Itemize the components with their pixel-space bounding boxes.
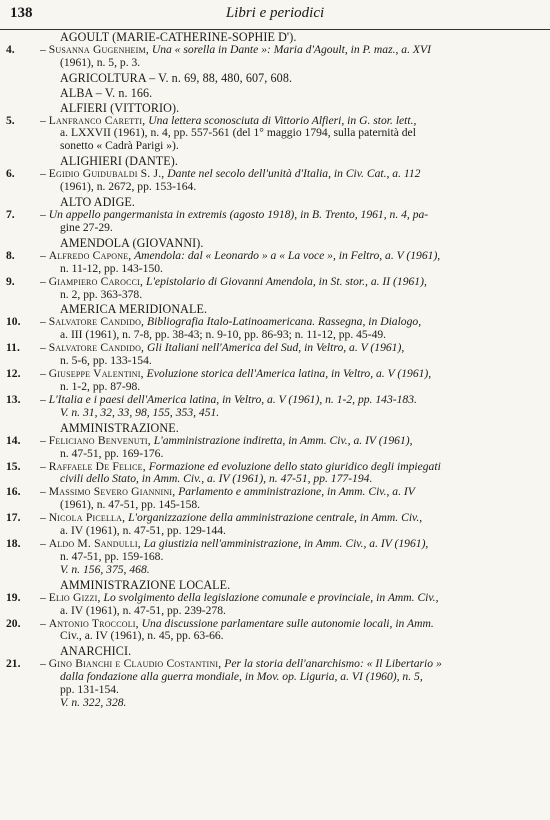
bibliography-entry xyxy=(0,486,550,512)
entry-number: 5. xyxy=(6,113,15,127)
author-name: Antonio Troccoli, xyxy=(48,616,139,630)
bibliography-entry xyxy=(0,592,550,618)
entry-text: – xyxy=(40,113,49,127)
entry-line xyxy=(0,57,550,70)
author-name: Elio Gizzi, xyxy=(48,590,101,604)
author-name: Egidio Guidubaldi S. J., xyxy=(48,167,165,181)
entry-number: 14. xyxy=(6,433,21,447)
entry-line xyxy=(0,222,550,235)
entry-number: 21. xyxy=(6,657,21,671)
entry-text: n. 47-51, pp. 159-168. xyxy=(60,549,164,563)
title-text: L'Italia e i paesi dell'America latina, in Veltro, a. V (1961), n. 1-2, pp. 143-183. xyxy=(48,392,417,406)
bibliography-entry xyxy=(0,115,550,154)
entry-text: – xyxy=(40,42,49,56)
entry-text: a. LXXVII (1961), n. 4, pp. 557-561 (del 1° maggio 1794, sulla paternità del xyxy=(60,126,416,140)
entry-number: 12. xyxy=(6,367,21,381)
entry-text: pp. 131-154. xyxy=(60,683,119,697)
entry-text: Civ., a. IV (1961), n. 45, pp. 63-66. xyxy=(60,629,224,643)
bibliography-entry xyxy=(0,394,550,420)
entry-number: 18. xyxy=(6,537,21,551)
page-number: 138 xyxy=(10,5,33,21)
title-text: dalla fondazione alla guerra mondiale, in Mov. op. Liguria, a. VI (1960), n. 5, xyxy=(60,670,423,684)
running-title: Libri e periodici xyxy=(225,5,325,21)
entry-text: – xyxy=(40,511,49,525)
entry-number: 15. xyxy=(6,459,21,473)
title-text: Dante nel secolo dell'unità d'Italia, in Civ. Cat., a. 112 xyxy=(164,167,421,181)
subject-heading: ANARCHICI. xyxy=(60,644,132,659)
subject-heading: AMERICA MERIDIONALE. xyxy=(60,302,208,317)
bibliography-entry xyxy=(0,461,550,487)
author-name: Salvatore Candido, xyxy=(48,315,145,329)
entry-text: – xyxy=(40,459,49,473)
entry-text: – xyxy=(40,248,49,262)
bibliography-entry xyxy=(0,342,550,368)
bibliography-entry xyxy=(0,658,550,710)
bibliography-list xyxy=(0,31,550,710)
entry-text: – xyxy=(40,616,49,630)
entry-text: sonetto « Cadrà Parigi »). xyxy=(60,139,179,153)
entry-text: – xyxy=(40,392,49,406)
title-text: V. n. 322, 328. xyxy=(60,696,127,710)
subject-heading: AGRICOLTURA – V. n. 69, 88, 480, 607, 608. xyxy=(60,70,293,85)
entry-line xyxy=(0,630,550,643)
entry-text: (1961), n. 5, p. 3. xyxy=(60,55,141,69)
entry-text: – xyxy=(40,367,49,381)
subject-heading: ALIGHIERI (DANTE). xyxy=(60,154,179,169)
author-name: Lanfranco Caretti, xyxy=(48,113,146,127)
subject-heading: AMENDOLA (GIOVANNI). xyxy=(60,235,204,250)
title-text: Una « sorella in Dante »: Maria d'Agoult, in P. maz., a. XVI xyxy=(148,42,431,56)
entry-text: – xyxy=(40,433,49,447)
entry-number: 11. xyxy=(6,341,20,355)
title-text: V. n. 156, 375, 468. xyxy=(60,562,150,576)
title-text: Bibliografia Italo-Latinoamericana. Rassegna, in Dialogo, xyxy=(144,315,422,329)
entry-text: – xyxy=(40,590,49,604)
title-text: V. n. 31, 32, 33, 98, 155, 353, 451. xyxy=(60,405,220,419)
author-name: Alfredo Capone, xyxy=(48,248,132,262)
entry-text: – xyxy=(40,341,49,355)
title-text: L'organizzazione della amministrazione centrale, in Amm. Civ., xyxy=(125,511,423,525)
title-text: L'epistolario di Giovanni Amendola, in St. stor., a. II (1961), xyxy=(143,274,427,288)
entry-line xyxy=(0,289,550,302)
running-header xyxy=(0,0,550,30)
bibliography-entry xyxy=(0,435,550,461)
title-text: Gli Italiani nell'America del Sud, in Veltro, a. V (1961), xyxy=(144,341,405,355)
author-name: Susanna Gugenheim, xyxy=(48,42,149,56)
title-text: Formazione ed evoluzione dello stato giuridico degli impiegati xyxy=(145,459,441,473)
entry-number: 17. xyxy=(6,511,21,525)
entry-text: a. IV (1961), n. 47-51, pp. 129-144. xyxy=(60,524,226,538)
bibliography-entry xyxy=(0,209,550,235)
author-name: Aldo M. Sandulli, xyxy=(48,537,141,551)
author-name: Gino Bianchi e Claudio Costantini, xyxy=(48,657,222,671)
entry-text: n. 11-12, pp. 143-150. xyxy=(60,261,163,275)
entry-number: 4. xyxy=(6,42,15,56)
title-text: L'amministrazione indiretta, in Amm. Civ., a. IV (1961), xyxy=(150,433,413,447)
title-text: Una discussione parlamentare sulle autonomie locali, in Amm. xyxy=(138,616,434,630)
entry-number: 16. xyxy=(6,485,21,499)
entry-text: n. 1-2, pp. 87-98. xyxy=(60,379,141,393)
entry-text: a. III (1961), n. 7-8, pp. 38-43; n. 9-10, pp. 86-93; n. 11-12, pp. 45-49. xyxy=(60,328,387,342)
title-text: Parlamento e amministrazione, in Amm. Civ., a. IV xyxy=(175,485,415,499)
subject-heading: AMMINISTRAZIONE LOCALE. xyxy=(60,577,231,592)
entry-text: n. 5-6, pp. 133-154. xyxy=(60,354,152,368)
entry-line xyxy=(0,697,550,710)
bibliography-entry xyxy=(0,168,550,194)
entry-line xyxy=(0,564,550,577)
entry-number: 10. xyxy=(6,315,21,329)
entry-number: 19. xyxy=(6,590,21,604)
entry-text: (1961), n. 47-51, pp. 145-158. xyxy=(60,498,201,512)
author-name: Giuseppe Valentini, xyxy=(48,367,144,381)
entry-number: 20. xyxy=(6,616,21,630)
entry-line xyxy=(0,407,550,420)
bibliography-entry xyxy=(0,316,550,342)
author-name: Raffaele De Felice, xyxy=(48,459,146,473)
bibliography-entry xyxy=(0,250,550,276)
bibliography-entry xyxy=(0,276,550,302)
author-name: Salvatore Candido, xyxy=(48,341,145,355)
entry-number: 8. xyxy=(6,248,15,262)
entry-text: a. IV (1961), n. 47-51, pp. 239-278. xyxy=(60,603,226,617)
title-text: Evoluzione storica dell'America latina, in Veltro, a. V (1961), xyxy=(143,367,432,381)
subject-heading: ALBA – V. n. 166. xyxy=(60,85,153,100)
title-text: Amendola: dal « Leonardo » a « La voce », in Feltro, a. V (1961), xyxy=(131,248,441,262)
bibliography-entry xyxy=(0,44,550,70)
entry-text: – xyxy=(40,657,49,671)
entry-line xyxy=(0,181,550,194)
entry-text: (1961), n. 2672, pp. 153-164. xyxy=(60,180,197,194)
entry-text: n. 47-51, pp. 169-176. xyxy=(60,446,164,460)
entry-number: 6. xyxy=(6,167,15,181)
subject-heading: AMMINISTRAZIONE. xyxy=(60,420,179,435)
title-text: Per la storia dell'anarchismo: « Il Libertario » xyxy=(221,657,442,671)
title-text: Lo svolgimento della legislazione comunale e provinciale, in Amm. Civ., xyxy=(100,590,439,604)
entry-line xyxy=(0,140,550,153)
entry-text: n. 2, pp. 363-378. xyxy=(60,287,143,301)
title-text: civili dello Stato, in Amm. Civ., a. IV (1961), n. 47-51, pp. 177-194. xyxy=(60,472,373,486)
subject-heading: ALFIERI (VITTORIO). xyxy=(60,100,180,115)
title-text: Un appello pangermanista in extremis (agosto 1918), in B. Trento, 1961, n. 4, pa- xyxy=(48,207,429,221)
entry-text: gine 27-29. xyxy=(60,220,113,234)
bibliography-entry xyxy=(0,618,550,644)
title-text: La giustizia nell'amministrazione, in Amm. Civ., a. IV (1961), xyxy=(140,537,429,551)
entry-text: – xyxy=(40,274,49,288)
bibliography-entry xyxy=(0,512,550,538)
entry-text: – xyxy=(40,485,49,499)
entry-text: – xyxy=(40,167,49,181)
entry-number: 13. xyxy=(6,392,21,406)
entry-text: – xyxy=(40,315,49,329)
entry-number: 9. xyxy=(6,274,15,288)
entry-number: 7. xyxy=(6,207,15,221)
author-name: Giampiero Carocci, xyxy=(48,274,144,288)
subject-heading: ALTO ADIGE. xyxy=(60,195,136,210)
subject-heading: AGOULT (MARIE-CATHERINE-SOPHIE D'). xyxy=(60,30,297,44)
title-text: Una lettera sconosciuta di Vittorio Alfieri, in G. stor. lett., xyxy=(145,113,417,127)
author-name: Nicola Picella, xyxy=(48,511,126,525)
bibliography-entry xyxy=(0,538,550,577)
entry-text: – xyxy=(40,537,49,551)
entry-text: – xyxy=(40,207,49,221)
bibliography-entry xyxy=(0,368,550,394)
author-name: Massimo Severo Giannini, xyxy=(48,485,176,499)
author-name: Feliciano Benvenuti, xyxy=(48,433,151,447)
